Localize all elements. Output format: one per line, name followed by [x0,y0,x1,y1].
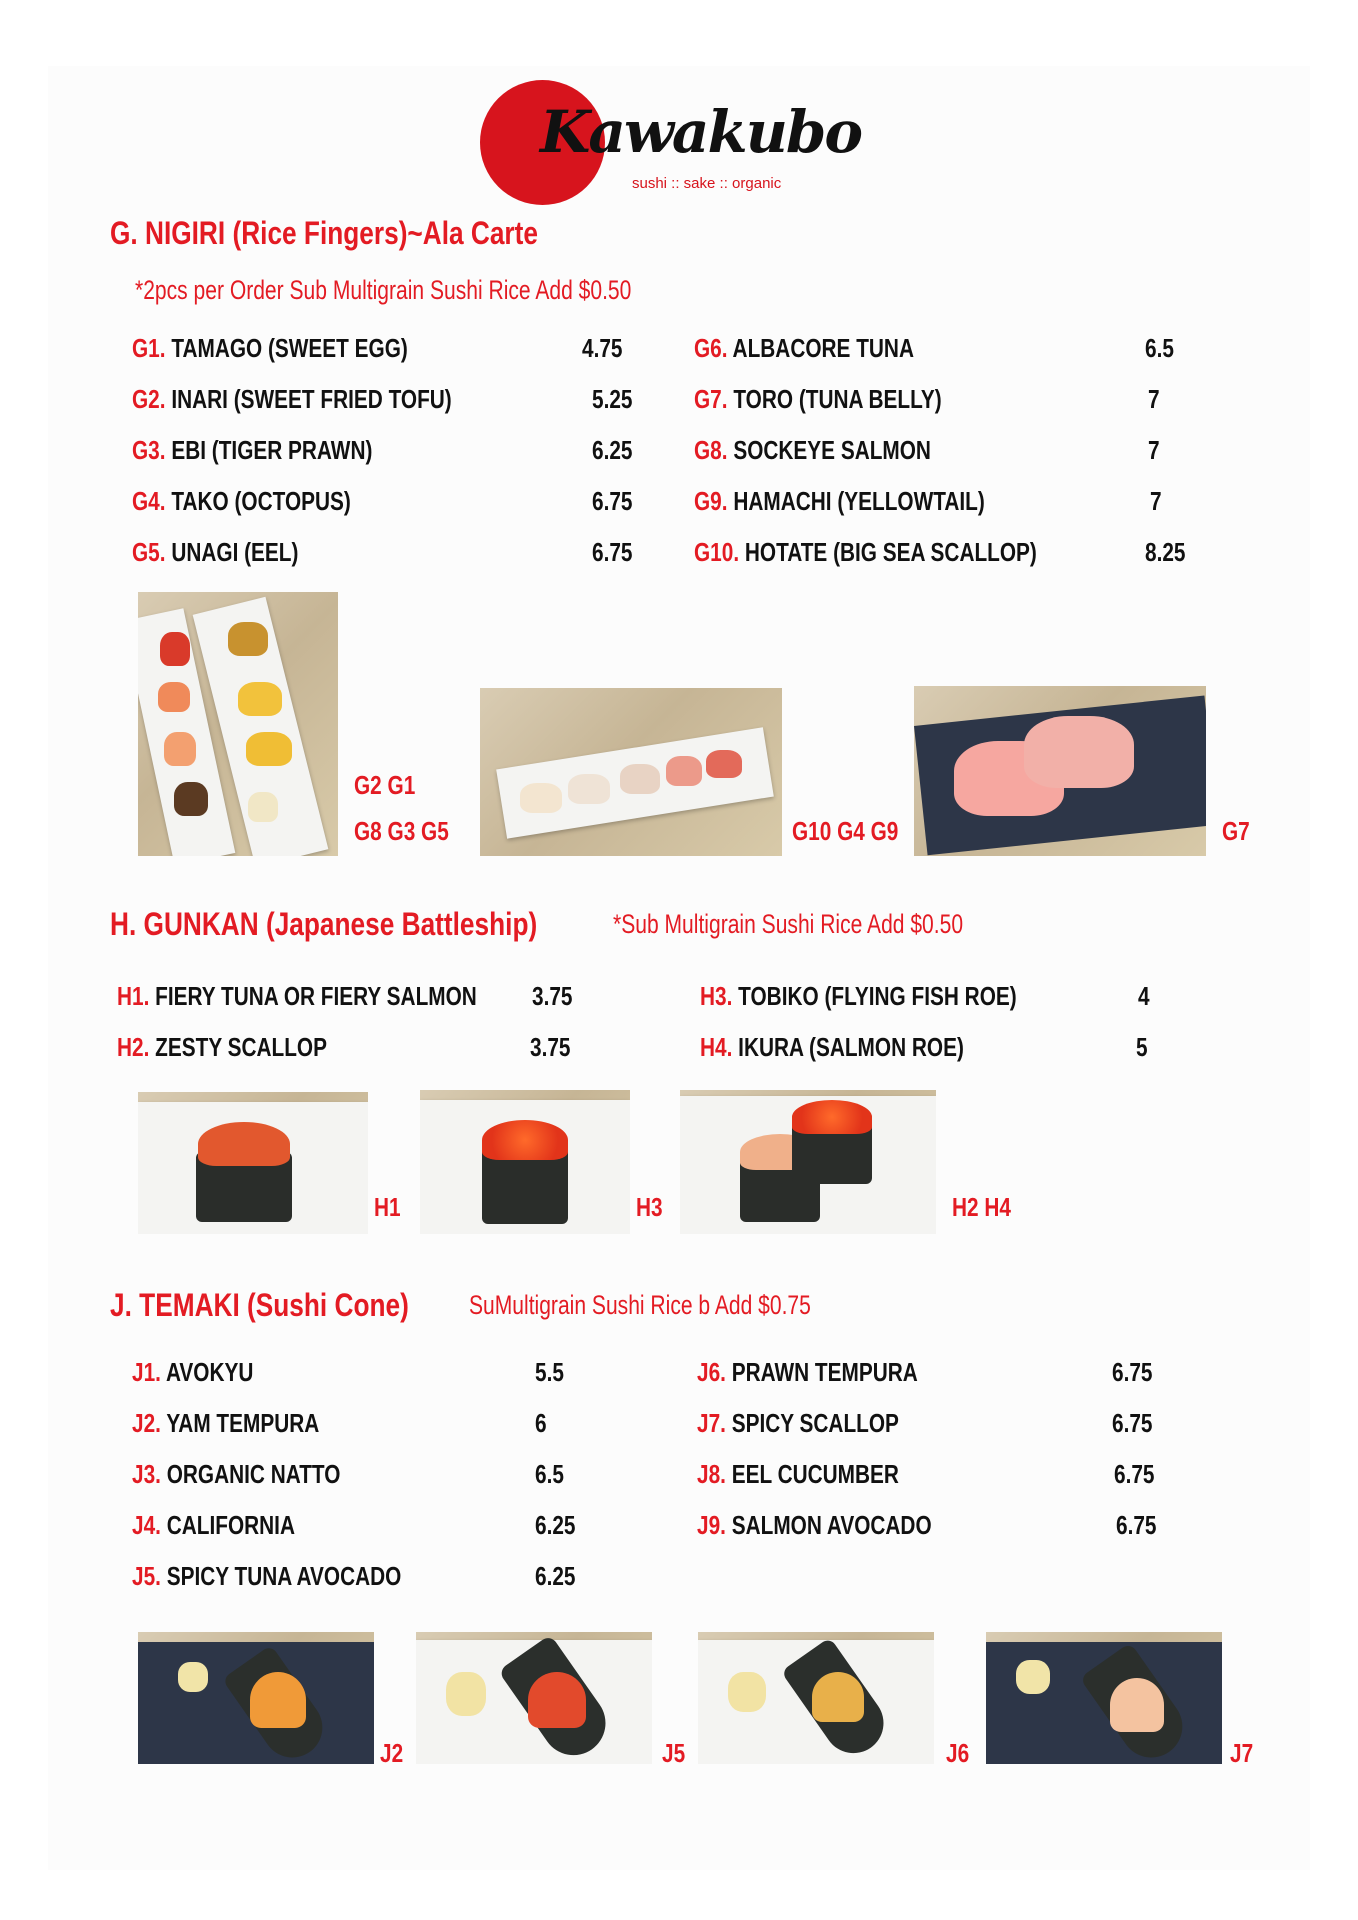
photo-label-j5: J5 [662,1738,686,1768]
price-g9: 7 [1150,486,1162,516]
photo-tobiko-gunkan [420,1090,630,1234]
menu-item-j1: J1. AVOKYU [132,1357,254,1387]
photo-label-j7: J7 [1230,1738,1254,1768]
menu-item-j5: J5. SPICY TUNA AVOCADO [132,1561,402,1591]
photo-label-j6: J6 [946,1738,970,1768]
menu-item-j3: J3. ORGANIC NATTO [132,1459,341,1489]
menu-item-g4: G4. TAKO (OCTOPUS) [132,486,351,516]
price-g6: 6.5 [1145,333,1174,363]
nigiri-section-note: *2pcs per Order Sub Multigrain Sushi Rice Add $0.50 [135,275,632,305]
photo-label-g8-g3-g5: G8 G3 G5 [354,816,449,846]
photo-fiery-gunkan [138,1092,368,1234]
menu-item-g7: G7. TORO (TUNA BELLY) [694,384,942,414]
menu-item-j7: J7. SPICY SCALLOP [697,1408,899,1438]
menu-item-j2: J2. YAM TEMPURA [132,1408,320,1438]
menu-item-g6: G6. ALBACORE TUNA [694,333,914,363]
price-g2: 5.25 [592,384,633,414]
price-j8: 6.75 [1114,1459,1155,1489]
logo-name: Kawakubo [540,98,862,166]
price-h3: 4 [1138,981,1150,1011]
menu-item-j9: J9. SALMON AVOCADO [697,1510,932,1540]
menu-item-h2: H2. ZESTY SCALLOP [117,1032,327,1062]
price-g5: 6.75 [592,537,633,567]
photo-nigiri-row [480,688,782,856]
photo-label-g2-g1: G2 G1 [354,770,416,800]
price-h4: 5 [1136,1032,1148,1062]
menu-item-g8: G8. SOCKEYE SALMON [694,435,931,465]
price-g4: 6.75 [592,486,633,516]
photo-label-h2-h4: H2 H4 [952,1192,1011,1222]
price-j3: 6.5 [535,1459,564,1489]
price-j1: 5.5 [535,1357,564,1387]
menu-item-j6: J6. PRAWN TEMPURA [697,1357,918,1387]
photo-prawn-tempura-cone [698,1632,934,1764]
photo-label-g7: G7 [1222,816,1250,846]
photo-label-g10-g4-g9: G10 G4 G9 [792,816,899,846]
price-j9: 6.75 [1116,1510,1157,1540]
price-h2: 3.75 [530,1032,571,1062]
photo-nigiri-platter [138,592,338,856]
temaki-section-title: J. TEMAKI (Sushi Cone) [110,1287,409,1323]
kawakubo-logo [480,80,862,205]
photo-spicy-tuna-cone [416,1632,652,1764]
menu-item-g2: G2. INARI (SWEET FRIED TOFU) [132,384,452,414]
price-j5: 6.25 [535,1561,576,1591]
price-j2: 6 [535,1408,547,1438]
photo-toro [914,686,1206,856]
photo-label-h1: H1 [374,1192,401,1222]
price-g10: 8.25 [1145,537,1186,567]
menu-item-g5: G5. UNAGI (EEL) [132,537,299,567]
menu-item-j4: J4. CALIFORNIA [132,1510,295,1540]
gunkan-section-note: *Sub Multigrain Sushi Rice Add $0.50 [613,909,964,939]
menu-item-h4: H4. IKURA (SALMON ROE) [700,1032,964,1062]
menu-item-h1: H1. FIERY TUNA OR FIERY SALMON [117,981,477,1011]
price-g7: 7 [1148,384,1160,414]
logo-tagline: sushi :: sake :: organic [632,175,782,192]
menu-item-g10: G10. HOTATE (BIG SEA SCALLOP) [694,537,1037,567]
menu-item-g9: G9. HAMACHI (YELLOWTAIL) [694,486,985,516]
price-j4: 6.25 [535,1510,576,1540]
price-g1: 4.75 [582,333,623,363]
photo-label-h3: H3 [636,1192,663,1222]
gunkan-section-title: H. GUNKAN (Japanese Battleship) [110,906,538,942]
photo-scallop-ikura-gunkan [680,1090,936,1234]
price-g3: 6.25 [592,435,633,465]
menu-item-g1: G1. TAMAGO (SWEET EGG) [132,333,408,363]
price-g8: 7 [1148,435,1160,465]
photo-spicy-scallop-cone [986,1632,1222,1764]
menu-item-h3: H3. TOBIKO (FLYING FISH ROE) [700,981,1017,1011]
temaki-section-note: SuMultigrain Sushi Rice b Add $0.75 [469,1290,811,1320]
price-j6: 6.75 [1112,1357,1153,1387]
nigiri-section-title: G. NIGIRI (Rice Fingers)~Ala Carte [110,215,538,251]
price-j7: 6.75 [1112,1408,1153,1438]
menu-item-j8: J8. EEL CUCUMBER [697,1459,899,1489]
price-h1: 3.75 [532,981,573,1011]
photo-label-j2: J2 [380,1738,404,1768]
photo-yam-tempura-cone [138,1632,374,1764]
menu-item-g3: G3. EBI (TIGER PRAWN) [132,435,373,465]
